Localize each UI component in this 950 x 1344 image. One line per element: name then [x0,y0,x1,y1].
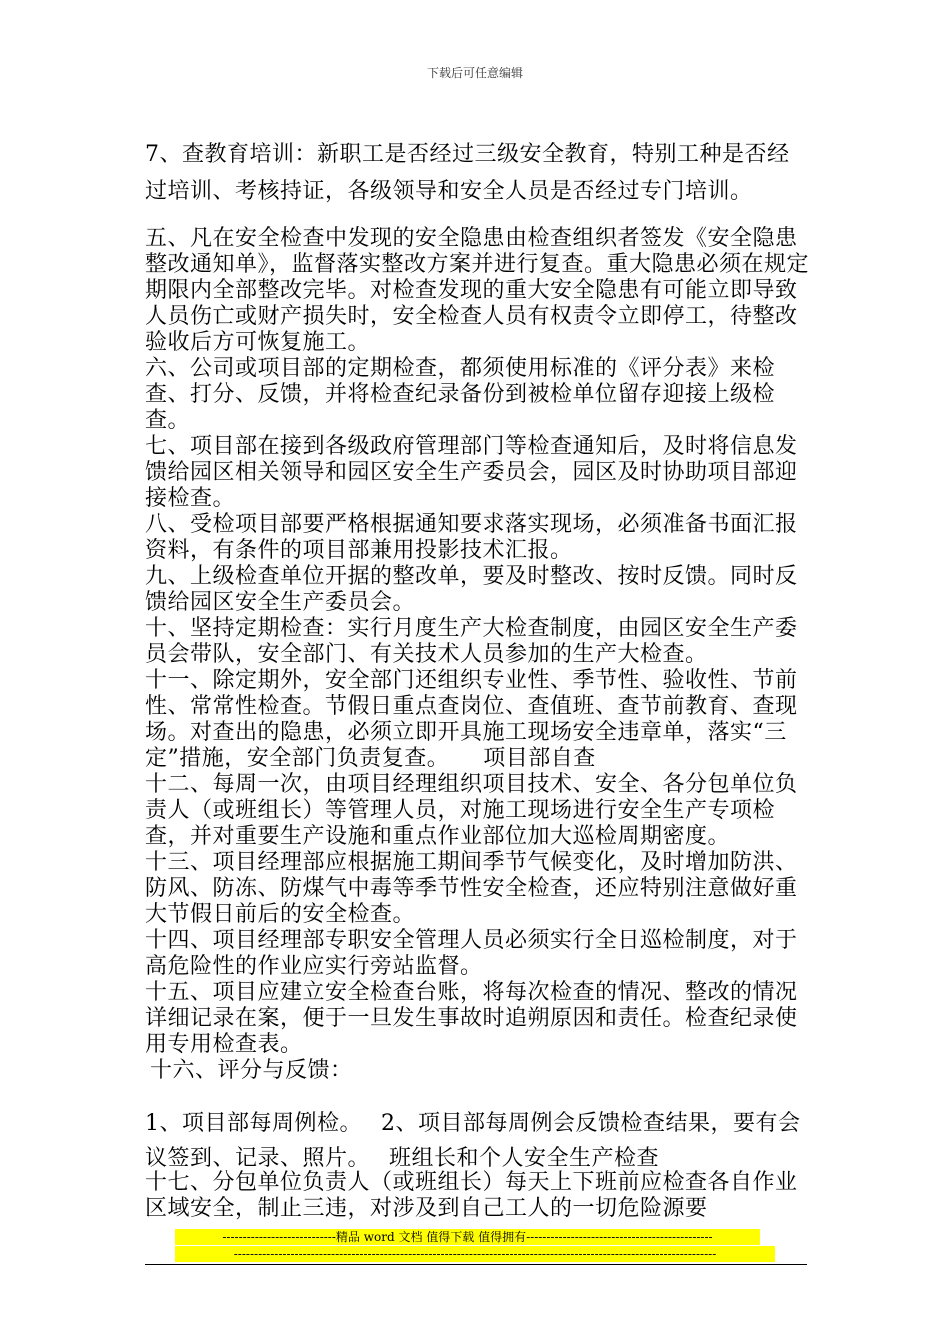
paragraph-16-body-text: 1、项目部每周例检。 2、项目部每周例会反馈检查结果，要有会议签到、记录、照片。 班组长和个人安全生产检查 [145,1111,801,1171]
paragraph-16-heading: 十六、评分与反馈： [150,1058,353,1083]
paragraph-6: 六、公司或项目部的定期检查，都须使用标准的《评分表》来检查、打分、反馈，并将检查纪录备份到被检单位留存迎接上级检查。 [145,356,776,433]
footer-dash-line: ----------------------------------------------------------------------------------------------------------------------- [175,1246,775,1262]
paragraph-12: 十二、每周一次，由项目经理组织项目技术、安全、各分包单位负责人（或班组长）等管理人员，对施工现场进行安全生产专项检查，并对重要生产设施和重点作业部位加大巡检周期密度。 [145,772,798,849]
paragraph-17 [145,1170,810,1222]
paragraph-16 [150,1058,815,1084]
header-note: 下载后可任意编辑 [426,66,523,80]
paragraph-8: 八、受检项目部要严格根据通知要求落实现场，必须准备书面汇报资料，有条件的项目部兼用投影技术汇报。 [145,512,798,563]
paragraph-17-text: 十七、分包单位负责人（或班组长）每天上下班前应检查各自作业区域安全，制止三违，对涉及到自己工人的一切危险源要 [145,1170,798,1221]
paragraph-5: 五、凡在安全检查中发现的安全隐患由检查组织者签发《安全隐患整改通知单》，监督落实整改方案并进行复查。重大隐患必须在规定期限内全部整改完毕。对检查发现的重大安全隐患有可能立即导致人员伤亡或财产损失时，安全检查人员有权责令立即停工，待整改验收后方可恢复施工。 [145,226,810,355]
paragraph-15: 十五、项目应建立安全检查台账，将每次检查的情况、整改的情况详细记录在案，便于一旦发生事故时追朔原因和责任。检查纪录使用专用检查表。 [145,980,798,1057]
footer-rule [145,1264,807,1265]
footer-promo-line: ----------------------------精品 word 文档 值得下载 值得拥有---------------------------------------------- [175,1229,760,1245]
paragraph-16-body [145,1106,810,1176]
paragraph-10: 十、坚持定期检查：实行月度生产大检查制度，由园区安全生产委员会带队，安全部门、有关技术人员参加的生产大检查。 [145,616,798,667]
main-paragraphs [145,226,810,1058]
paragraph-11: 十一、除定期外，安全部门还组织专业性、季节性、验收性、节前性、常常性检查。节假日重点查岗位、查值班、查节前教育、查现场。对查出的隐患，必须立即开具施工现场安全违章单，落实“三定”措施，安全部门负责复查。 项目部自查 [145,668,798,771]
paragraph-7: 七、项目部在接到各级政府管理部门等检查通知后，及时将信息发馈给园区相关领导和园区安全生产委员会，园区及时协助项目部迎接检查。 [145,434,798,511]
paragraph-9: 九、上级检查单位开据的整改单，要及时整改、按时反馈。同时反馈给园区安全生产委员会。 [145,564,798,615]
paragraph-14: 十四、项目经理部专职安全管理人员必须实行全日巡检制度，对于高危险性的作业应实行旁站监督。 [145,928,798,979]
paragraph-13: 十三、项目经理部应根据施工期间季节气候变化，及时增加防洪、防风、防冻、防煤气中毒等季节性安全检查，还应特别注意做好重大节假日前后的安全检查。 [145,850,798,927]
paragraph-item7 [145,136,810,210]
paragraph-item7-text: 7、查教育培训：新职工是否经过三级安全教育，特别工种是否经过培训、考核持证，各级领导和安全人员是否经过专门培训。 [145,142,790,204]
